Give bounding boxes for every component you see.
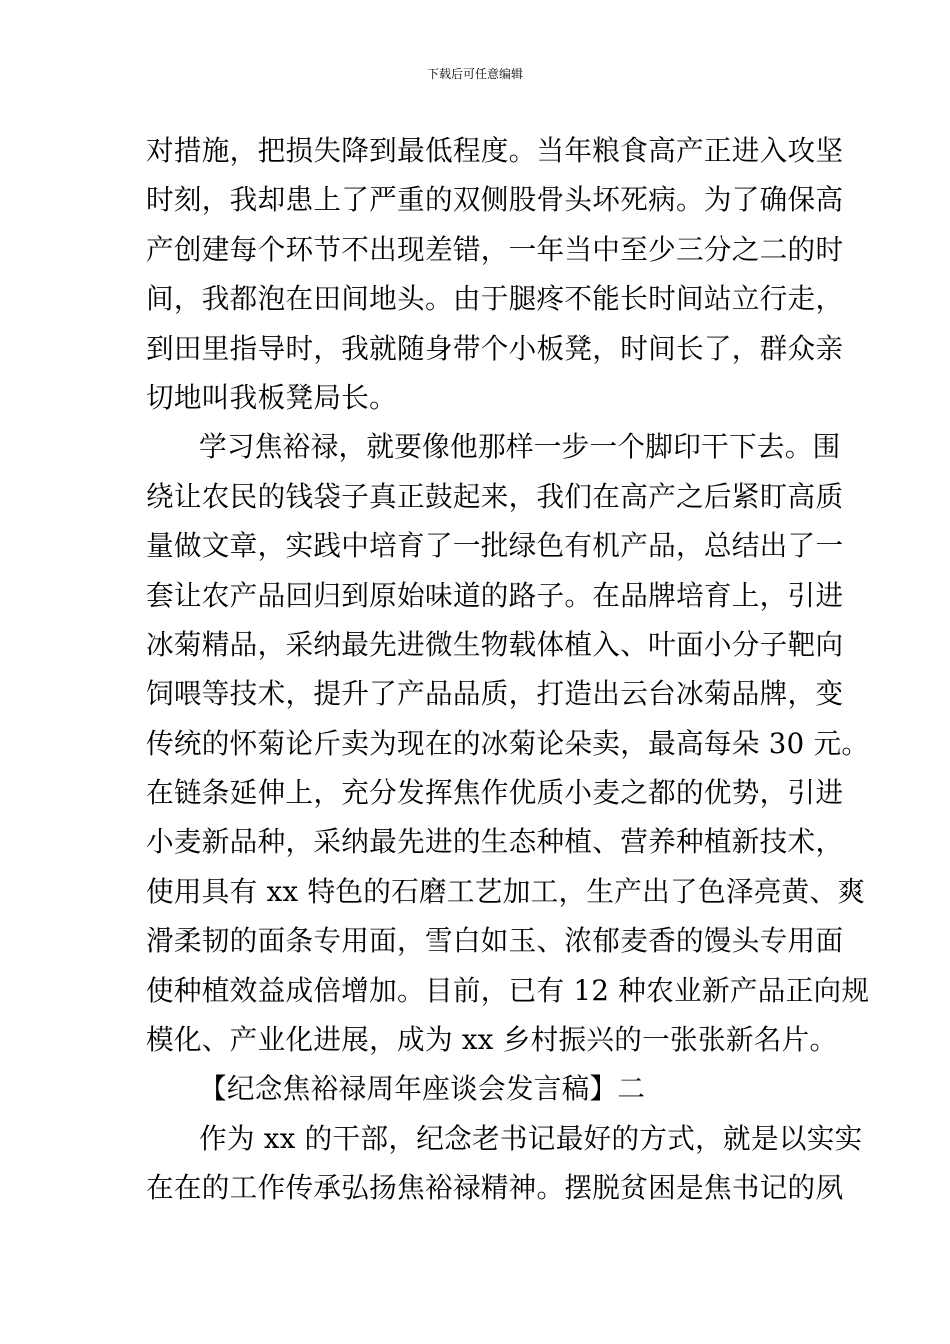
text-line: 在在的工作传承弘扬焦裕禄精神。摆脱贫困是焦书记的夙 (146, 1171, 844, 1205)
text-line: 使用具有 xx 特色的石磨工艺加工，生产出了色泽亮黄、爽 (146, 874, 866, 908)
text-line: 小麦新品种，采纳最先进的生态种植、营养种植新技术， (146, 825, 844, 859)
page-header: 下载后可任意编辑 (426, 67, 523, 81)
text-line: 产创建每个环节不出现差错，一年当中至少三分之二的时 (146, 232, 844, 266)
paragraph-start-line: 作为 xx 的干部，纪念老书记最好的方式，就是以实实 (199, 1121, 863, 1155)
paragraph-start-line: 学习焦裕禄，就要像他那样一步一个脚印干下去。围 (199, 430, 841, 464)
text-line: 在链条延伸上，充分发挥焦作优质小麦之都的优势，引进 (146, 776, 844, 810)
text-line: 绕让农民的钱袋子真正鼓起来，我们在高产之后紧盯高质 (146, 479, 844, 513)
text-line: 使种植效益成倍增加。目前，已有 12 种农业新产品正向规 (146, 973, 870, 1007)
text-line: 切地叫我板凳局长。 (146, 380, 398, 414)
text-line: 套让农产品回归到原始味道的路子。在品牌培育上，引进 (146, 578, 844, 612)
text-line: 传统的怀菊论斤卖为现在的冰菊论朵卖，最高每朵 30 元。 (146, 726, 870, 760)
section-heading: 【纪念焦裕禄周年座谈会发言稿】二 (199, 1072, 646, 1106)
text-line: 间，我都泡在田间地头。由于腿疼不能长时间站立行走， (146, 282, 844, 316)
text-line: 冰菊精品，采纳最先进微生物载体植入、叶面小分子靶向 (146, 627, 844, 661)
text-line: 到田里指导时，我就随身带个小板凳，时间长了，群众亲 (146, 331, 844, 365)
text-line: 量做文章，实践中培育了一批绿色有机产品，总结出了一 (146, 529, 844, 563)
text-line: 模化、产业化进展，成为 xx 乡村振兴的一张张新名片。 (146, 1023, 838, 1057)
document-body (146, 126, 870, 1213)
text-line: 饲喂等技术，提升了产品品质，打造出云台冰菊品牌，变 (146, 677, 844, 711)
text-line: 时刻，我却患上了严重的双侧股骨头坏死病。为了确保高 (146, 183, 844, 217)
text-line: 滑柔韧的面条专用面，雪白如玉、浓郁麦香的馒头专用面 (146, 924, 844, 958)
text-line: 对措施，把损失降到最低程度。当年粮食高产正进入攻坚 (146, 134, 844, 167)
